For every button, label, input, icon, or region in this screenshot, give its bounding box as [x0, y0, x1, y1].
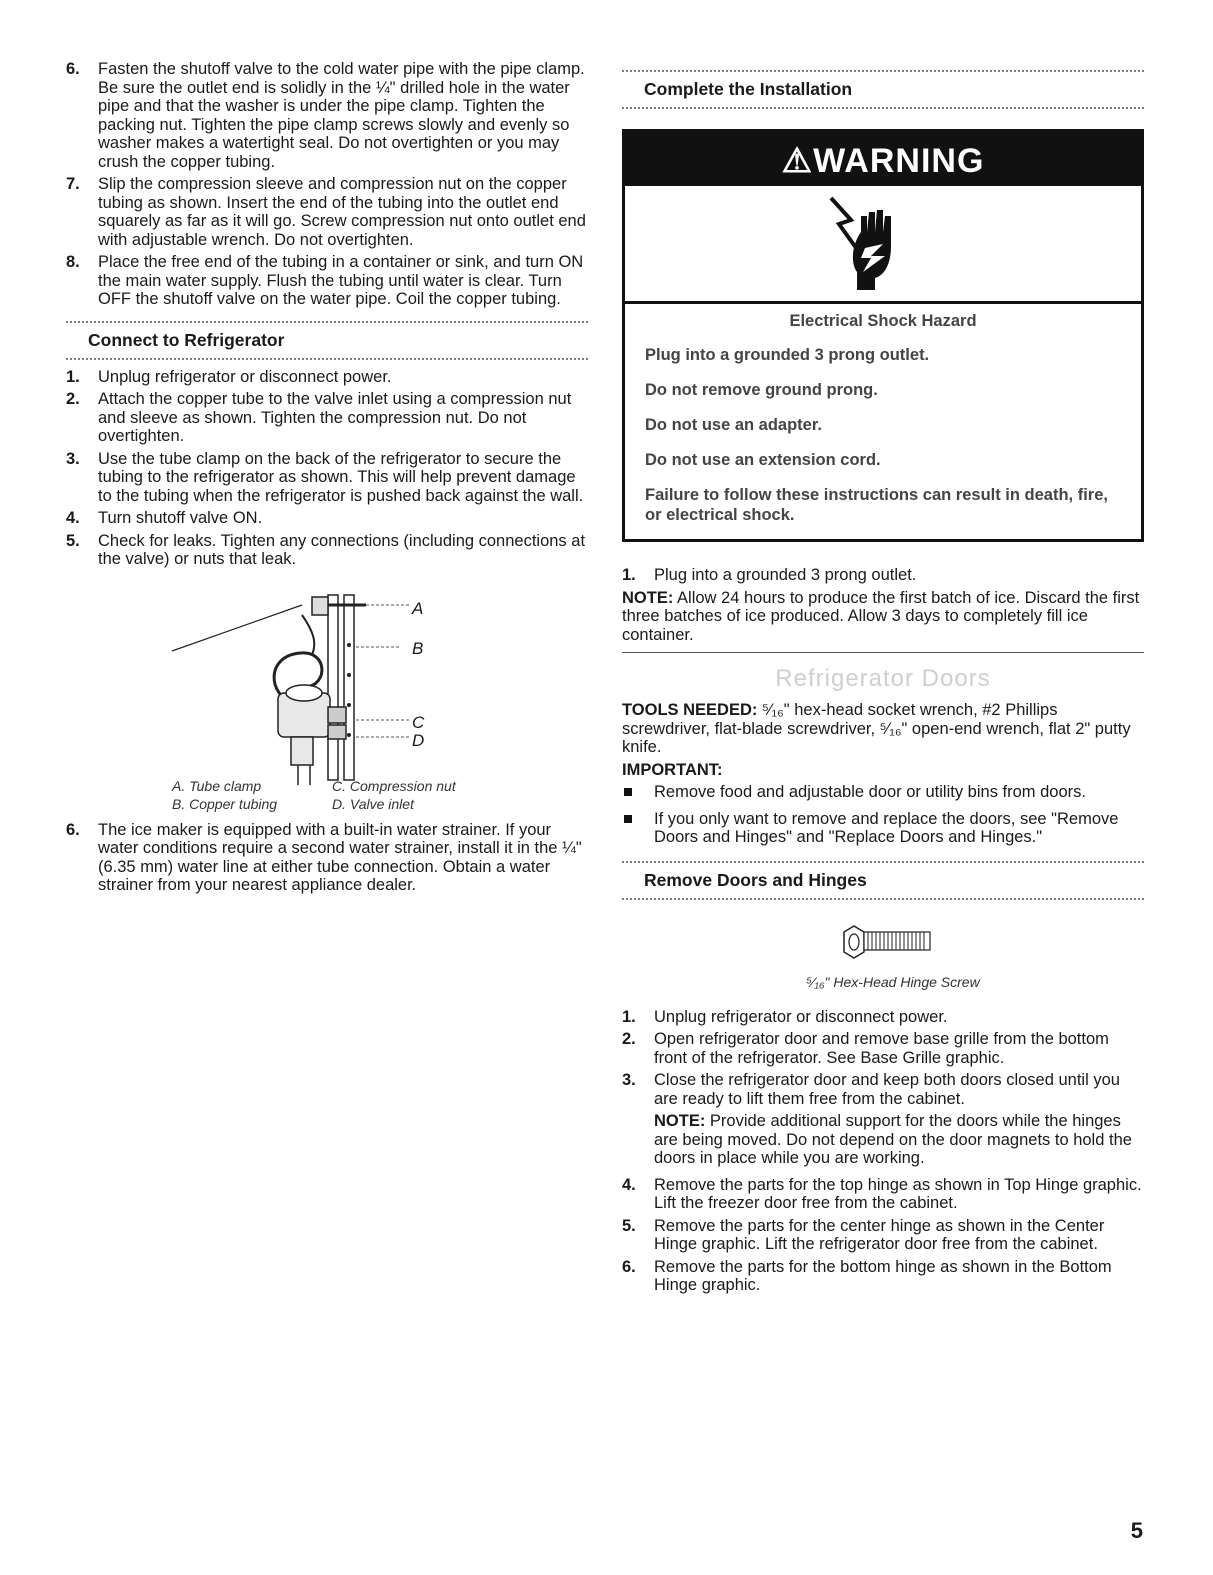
note-text: Provide additional support for the doors while the hinges are being moved. Do not depend on the door magnets to hold the doors in place while you are working.: [654, 1112, 1132, 1167]
list-item: [66, 175, 588, 249]
plug-steps: [622, 566, 1144, 585]
list-item: [622, 1008, 1144, 1027]
important-bullets: [622, 783, 1144, 847]
step-text: Remove the parts for the center hinge as shown in the Center Hinge graphic. Lift the refrigerator door free from the cabinet.: [654, 1216, 1105, 1253]
caption-copper-tubing: B. Copper tubing: [172, 795, 278, 812]
divider: [66, 358, 588, 360]
step-number: 5.: [66, 531, 80, 550]
tools-text: ⁵⁄₁₆" hex-head socket wrench, #2 Phillips screwdriver, flat-blade screwdriver, ⁵⁄₁₆" open-end wrench, flat 2" putty knife.: [622, 701, 1131, 756]
step-text: Unplug refrigerator or disconnect power.: [98, 367, 392, 386]
step-text: Slip the compression sleeve and compression nut on the copper tubing as shown. Insert the end of the tubing into the outlet end squarely as far as it will go. Screw compression nut onto outlet end with adjustable wrench. Do not overtighten.: [98, 175, 586, 249]
divider: [622, 107, 1144, 109]
list-item: [66, 450, 588, 506]
warning-line: Failure to follow these instructions can result in death, fire, or electrical shock.: [645, 486, 1108, 524]
step-number: 1.: [66, 367, 80, 386]
water-valve-figure: [66, 575, 588, 815]
callout-letter-c: C: [412, 712, 425, 732]
step-number: 6.: [66, 820, 80, 839]
complete-section-header: [622, 70, 1144, 109]
hinge-screw-figure: [622, 918, 1144, 968]
list-item: [66, 532, 588, 569]
step-text: Unplug refrigerator or disconnect power.: [654, 1007, 948, 1026]
list-item: [622, 566, 1144, 585]
section-title: Connect to Refrigerator: [88, 329, 285, 350]
page-number: 5: [1130, 1518, 1143, 1543]
tools-needed: [622, 701, 1144, 757]
section-heading: Refrigerator Doors: [775, 665, 991, 692]
list-item: [622, 1258, 1144, 1295]
list-item: [66, 390, 588, 446]
step-text: The ice maker is equipped with a built-in water strainer. If your water conditions require a second water strainer, install it in the ¼" (6.35 mm) water line at either tube connection. Obtain a water strainer from your nearest appliance dealer.: [98, 820, 582, 894]
step-text: Check for leaks. Tighten any connections (including connections at the valve) or nuts that leak.: [98, 531, 586, 568]
step-number: 1.: [622, 566, 636, 584]
important-label: IMPORTANT:: [622, 760, 723, 779]
list-item: [622, 1217, 1144, 1254]
hex-head-screw-icon: [622, 918, 1144, 968]
step-text: Close the refrigerator door and keep both doors closed until you are ready to lift them free from the cabinet.: [654, 1071, 1120, 1108]
list-item: [66, 368, 588, 387]
section-title: Complete the Installation: [644, 79, 853, 99]
step-number: 6.: [66, 60, 80, 78]
bullet-text: If you only want to remove and replace the doors, see "Remove Doors and Hinges" and "Replace Doors and Hinges.": [654, 809, 1119, 846]
list-item: [622, 810, 1144, 847]
tools-label: TOOLS NEEDED:: [622, 701, 758, 719]
divider: [622, 652, 1144, 653]
hazard-title: Electrical Shock Hazard: [789, 312, 977, 330]
note-label: NOTE:: [654, 1112, 706, 1130]
valve-illustration: [66, 575, 588, 795]
caption-tube-clamp: A. Tube clamp: [172, 777, 262, 794]
warning-line: Do not use an adapter.: [645, 416, 822, 434]
list-item: [622, 1030, 1144, 1067]
list-item: [622, 1071, 1144, 1108]
step-number: 8.: [66, 253, 80, 271]
warning-body: [625, 304, 1141, 539]
step-text: Place the free end of the tubing in a container or sink, and turn ON the main water supply. Flush the tubing until water is clear. Turn OFF the shutoff valve on the water pipe. Coil the copper tubing.: [98, 253, 584, 308]
electrical-shock-icon: [625, 186, 1141, 304]
callout-letter-b: B: [412, 638, 424, 658]
remove-section-header: [622, 861, 1144, 900]
note-text: Allow 24 hours to produce the first batch of ice. Discard the first three batches of ice produced. Allow 3 days to completely fill ice container.: [622, 588, 1140, 644]
remove-note: [622, 1112, 1144, 1168]
list-item: [622, 783, 1144, 802]
step-number: 3.: [66, 449, 80, 468]
figure-captions: [172, 777, 502, 813]
step-text: Plug into a grounded 3 prong outlet.: [654, 566, 917, 584]
callout-letter-d: D: [412, 730, 425, 750]
intro-steps: [66, 60, 588, 309]
screw-caption: ⁵⁄₁₆" Hex-Head Hinge Screw: [806, 973, 980, 990]
connect-steps: [66, 368, 588, 569]
step-number: 2.: [622, 1030, 636, 1048]
step-text: Attach the copper tube to the valve inlet using a compression nut and sleeve as shown. Tighten the compression nut. Do not overtighten.: [98, 390, 572, 445]
section-title: Remove Doors and Hinges: [644, 869, 867, 890]
step-text: Turn shutoff valve ON.: [98, 509, 263, 527]
divider: [622, 898, 1144, 900]
right-column: [622, 70, 1144, 1299]
step-number: 6.: [622, 1257, 636, 1276]
remove-steps-continued: [622, 1176, 1144, 1295]
list-item: [66, 253, 588, 309]
step-text: Open refrigerator door and remove base grille from the bottom front of the refrigerator. See Base Grille graphic.: [654, 1030, 1109, 1067]
list-item: [66, 60, 588, 171]
install-note: [622, 589, 1144, 645]
remove-steps: [622, 1008, 1144, 1109]
warning-box: [622, 129, 1144, 542]
warning-line: Do not use an extension cord.: [645, 451, 881, 469]
callout-letter-a: A: [412, 598, 424, 618]
warning-heading: ⚠WARNING: [625, 132, 1141, 186]
caption-valve-inlet: D. Valve inlet: [332, 795, 414, 812]
left-column: [66, 60, 588, 899]
list-item: [622, 1176, 1144, 1213]
strainer-steps: [66, 821, 588, 895]
step-number: 1.: [622, 1007, 636, 1026]
list-item: [66, 509, 588, 528]
step-number: 5.: [622, 1216, 636, 1235]
list-item: [66, 821, 588, 895]
bullet-text: Remove food and adjustable door or utility bins from doors.: [654, 783, 1086, 801]
note-label: NOTE:: [622, 588, 674, 607]
warning-line: Plug into a grounded 3 prong outlet.: [645, 346, 930, 364]
bullet-square-icon: [624, 815, 632, 823]
step-text: Remove the parts for the bottom hinge as shown in the Bottom Hinge graphic.: [654, 1257, 1112, 1294]
connect-section-header: [66, 321, 588, 360]
step-text: Use the tube clamp on the back of the refrigerator to secure the tubing to the refrigerator as shown. This will help prevent damage to the tubing when the refrigerator is pushed back against the wall.: [98, 449, 584, 505]
bullet-square-icon: [624, 788, 632, 796]
step-number: 4.: [66, 509, 80, 527]
step-number: 4.: [622, 1175, 636, 1194]
caption-compression-nut: C. Compression nut: [332, 777, 456, 794]
step-number: 7.: [66, 175, 80, 193]
step-text: Remove the parts for the top hinge as shown in Top Hinge graphic. Lift the freezer door free from the cabinet.: [654, 1175, 1142, 1212]
step-text: Fasten the shutoff valve to the cold water pipe with the pipe clamp. Be sure the outlet end is solidly in the ¼" drilled hole in the water pipe and that the washer is under the pipe clamp. Tighten the packing nut. Tighten the pipe clamp screws slowly and evenly so washer makes a watertight seal. Do not overtighten or you may crush the copper tubing.: [98, 60, 585, 171]
warning-line: Do not remove ground prong.: [645, 381, 878, 399]
step-number: 2.: [66, 390, 80, 408]
step-number: 3.: [622, 1071, 636, 1089]
